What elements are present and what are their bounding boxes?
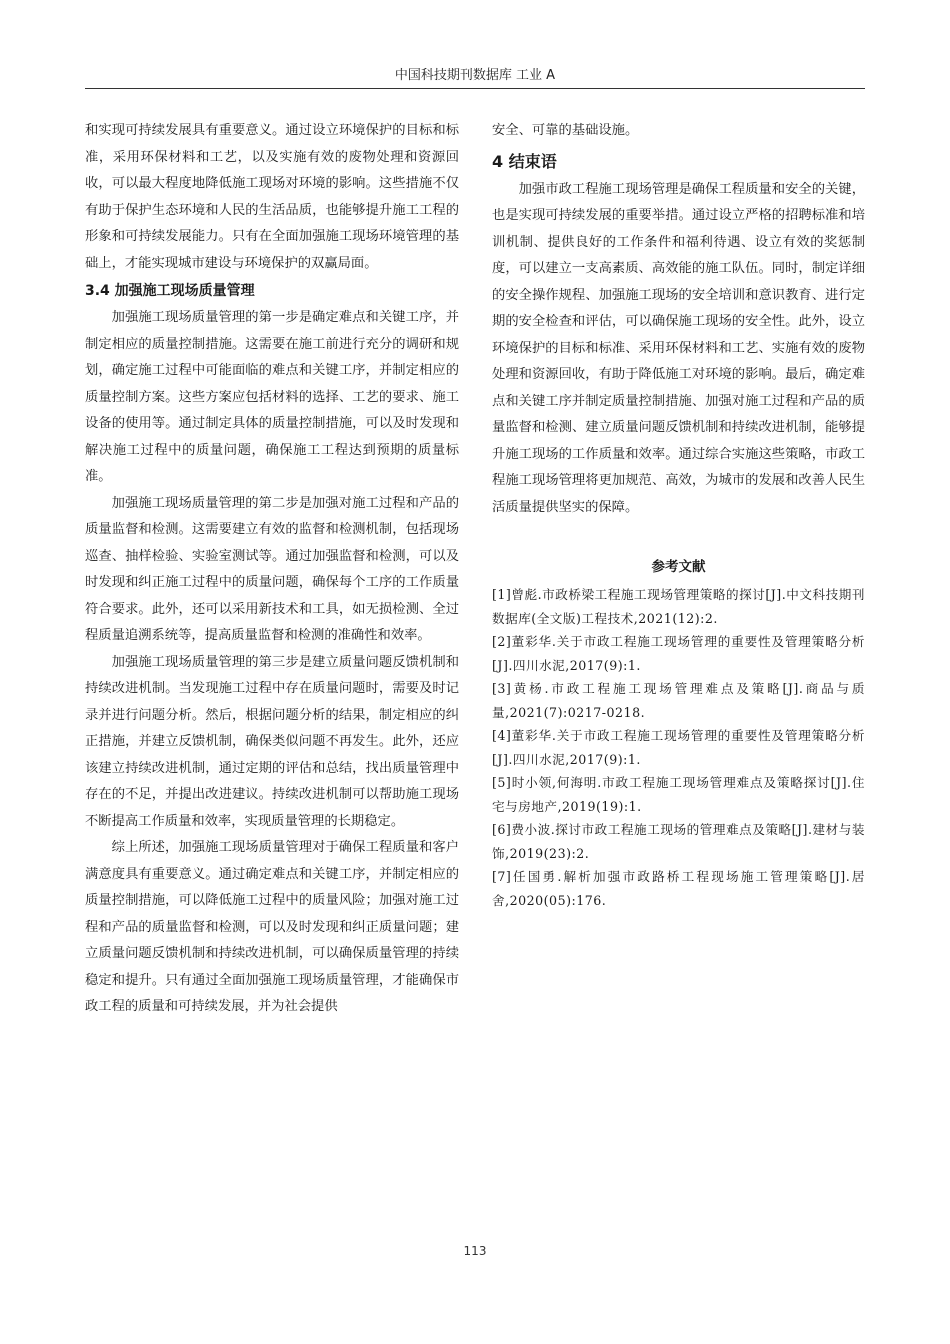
reference-item: [4]董彩华.关于市政工程施工现场管理的重要性及管理策略分析[J].四川水泥,2017(9):1. xyxy=(492,728,865,767)
right-column xyxy=(492,118,865,912)
reference-item: [6]费小波.探讨市政工程施工现场的管理难点及策略[J].建材与装饰,2019(23):2. xyxy=(492,822,865,861)
reference-item: [1]曾彪.市政桥梁工程施工现场管理策略的探讨[J].中文科技期刊数据库(全文版)工程技术,2021(12):2. xyxy=(492,587,865,626)
paragraph: 加强施工现场质量管理的第一步是确定难点和关键工序，并制定相应的质量控制措施。这需要在施工前进行充分的调研和规划，确定施工过程中可能面临的难点和关键工序，并制定相应的质量控制方案。这些方案应包括材料的选择、工艺的要求、施工设备的使用等。通过制定具体的质量控制措施，可以及时发现和解决施工过程中的质量问题，确保施工工程达到预期的质量标准。 xyxy=(85,310,459,484)
header-divider xyxy=(85,88,865,89)
reference-item: [2]董彩华.关于市政工程施工现场管理的重要性及管理策略分析[J].四川水泥,2017(9):1. xyxy=(492,634,865,673)
section-heading-3-4: 3.4 加强施工现场质量管理 xyxy=(85,283,255,299)
paragraph-continued: 安全、可靠的基础设施。 xyxy=(492,123,639,138)
reference-list xyxy=(492,583,865,912)
paragraph-continued: 和实现可持续发展具有重要意义。通过设立环境保护的目标和标准，采用环保材料和工艺，以及实施有效的废物处理和资源回收，可以最大程度地降低施工现场对环境的影响。这些措施不仅有助于保护生态环境和人民的生活品质，也能够提升施工工程的形象和可持续发展能力。只有在全面加强施工现场环境管理的基础上，才能实现城市建设与环境保护的双赢局面。 xyxy=(85,123,459,271)
reference-item: [3]黄杨.市政工程施工现场管理难点及策略[J].商品与质量,2021(7):0217-0218. xyxy=(492,681,865,720)
page-number: 113 xyxy=(463,1244,487,1258)
reference-item: [7]任国勇.解析加强市政路桥工程现场施工管理策略[J].居舍,2020(05):176. xyxy=(492,869,865,908)
paragraph: 综上所述，加强施工现场质量管理对于确保工程质量和客户满意度具有重要意义。通过确定难点和关键工序，并制定相应的质量控制措施，可以降低施工过程中的质量风险；加强对施工过程和产品的质量监督和检测，可以及时发现和纠正质量问题；建立质量问题反馈机制和持续改进机制，可以确保质量管理的持续稳定和提升。只有通过全面加强施工现场质量管理，才能确保市政工程的质量和可持续发展，并为社会提供 xyxy=(85,840,459,1014)
reference-item: [5]时小领,何海明.市政工程施工现场管理难点及策略探讨[J].住宅与房地产,2019(19):1. xyxy=(492,775,865,814)
left-column xyxy=(85,118,459,1021)
paragraph: 加强施工现场质量管理的第三步是建立质量问题反馈机制和持续改进机制。当发现施工过程中存在质量问题时，需要及时记录并进行问题分析。然后，根据问题分析的结果，制定相应的纠正措施，并建立反馈机制，确保类似问题不再发生。此外，还应该建立持续改进机制，通过定期的评估和总结，找出质量管理中存在的不足，并提出改进建议。持续改进机制可以帮助施工现场不断提高工作质量和效率，实现质量管理的长期稳定。 xyxy=(85,654,459,829)
paragraph: 加强市政工程施工现场管理是确保工程质量和安全的关键，也是实现可持续发展的重要举措。通过设立严格的招聘标准和培训机制、提供良好的工作条件和福利待遇、设立有效的奖惩制度，可以建立一支高素质、高效能的施工队伍。同时，制定详细的安全操作规程、加强施工现场的安全培训和意识教育、进行定期的安全检查和评估，可以确保施工现场的安全性。此外，设立环境保护的目标和标准、采用环保材料和工艺、实施有效的废物处理和资源回收，有助于降低施工对环境的影响。最后，确定难点和关键工序并制定质量控制措施、加强对施工过程和产品的质量监督和检测、建立质量问题反馈机制和持续改进机制，能够提升施工现场的工作质量和效率。通过综合实施这些策略，市政工程施工现场管理将更加规范、高效，为城市的发展和改善人民生活质量提供坚实的保障。 xyxy=(492,181,865,515)
running-header: 中国科技期刊数据库 工业 A xyxy=(394,68,556,83)
references-title: 参考文献 xyxy=(651,559,706,575)
paragraph: 加强施工现场质量管理的第二步是加强对施工过程和产品的质量监督和检测。这需要建立有效的监督和检测机制，包括现场巡查、抽样检验、实验室测试等。通过加强监督和检测，可以及时发现和纠正施工过程中的质量问题，确保每个工序的工作质量符合要求。此外，还可以采用新技术和工具，如无损检测、全过程质量追溯系统等，提高质量监督和检测的准确性和效率。 xyxy=(85,495,459,643)
section-heading-4: 4 结束语 xyxy=(492,151,557,171)
